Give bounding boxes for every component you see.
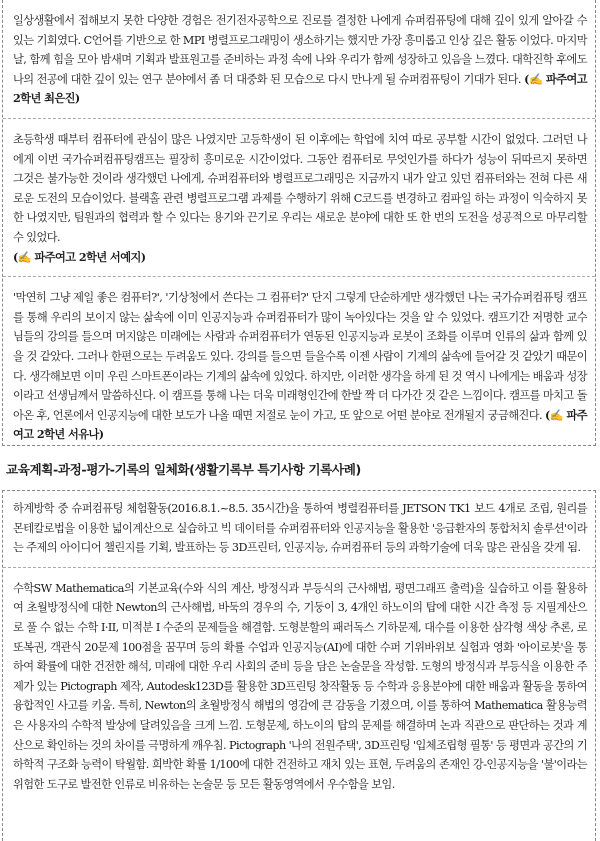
record-examples-box	[2, 490, 596, 841]
divider	[3, 276, 595, 277]
reflection-1	[13, 0, 587, 109]
divider	[3, 118, 595, 119]
student-reflections-box	[2, 0, 596, 446]
reflection-3	[13, 288, 587, 445]
section-heading: 교육계획-과정-평가-기록의 일체화(생활기록부 특기사항 기록사례)	[6, 462, 361, 477]
reflection-3-text: '막연히 그냥 제일 좋은 컴퓨터?', '기상청에서 쓴다는 그 컴퓨터?' 단지 그렇게 단순하게만 생각했던 나는 국가슈퍼컴퓨팅 캠프를 통해 우리의 보이지 않는 삶속에 이미 인공지능과 슈퍼컴퓨터가 많이 녹아있다는 것을 알 수 있었다. 캠프기간 저명한 교수님들의 강의를 들으며 머지않은 미래에는 사람과 슈퍼컴퓨터가 연동된 인공지능과 로봇이 조화를 이루며 인류의 삶과 함께 있을 것 같았다. 그러나 한편으로는 두려움도 있다. 강의를 들으면 들을수록 이젠 사람이 기계의 삶속에 들어갈 것 같았기 때문이다. 생각해보면 이미 우린 스마트폰이라는 기계의 삶속에 있었다. 하지만, 이러한 생각을 하게 된 것 역시 나에게는 배움과 성장이라고 선생님께서 말씀하신다. 이 캠프를 통해 나는 더욱 미래형인간에 한발 짝 더 다가간 것 같은 느낌이다. 캠프를 마치고 돌아온 후, 언론에서 인공지능에 대한 보도가 나올 때면 저절로 눈이 가고, 또 앞으로 어떤 분야로 전개될지 궁금해진다.	[13, 291, 587, 422]
reflection-2-text: 초등학생 때부터 컴퓨터에 관심이 많은 나였지만 고등학생이 된 이후에는 학업에 치여 따로 공부할 시간이 없었다. 그러던 나에게 이번 국가슈퍼컴퓨팅캠프는 필장히 흥미로운 시간이었다. 그동안 컴퓨터로 무엇인가를 하다가 성능이 뒤따르지 못하면 그것은 불가능한 것이라 생각했던 나에게, 슈퍼컴퓨터와 병렬프로그래밍은 지금까지 내가 알고 있던 컴퓨터와는 전혀 다른 새로운 도전의 모습이었다. 블랙홀 관련 병렬프로그램 과제를 수행하기 위해 C코드를 변경하고 컴파일 하는 과정이 익숙하지 못한 나였지만, 팀원과의 협력과 할 수 있다는 용기와 끈기로 우리는 새로운 분야에 대한 또 한 번의 도전을 성공적으로 마무리할 수 있었다.	[13, 132, 587, 244]
record-entry-1: 하계방학 중 슈퍼컴퓨팅 체험활동(2016.8.1.~8.5. 35시간)을 통하여 병렬컴퓨터를 JETSON TK1 보드 4개로 조립, 원리를 몬테칼로법을 이용한 넓이계산으로 실습하고 빅 데이터를 슈퍼컴퓨터와 인공지능을 활용한 '응급환자의 통합처치 솔루션'이라는 주제의 아이디어 챌린지를 기획, 발표하는 등 3D프린터, 인공지능, 슈퍼컴퓨터 등의 과학기술에 더욱 많은 관심을 갖게 됨.	[13, 502, 587, 555]
record-entry-2: 수학SW Mathematica의 기본교육(수와 식의 계산, 방정식과 부등식의 근사해법, 평면그래프 출력)을 실습하고 이를 활용하여 초월방정식에 대한 Newton의 근사해법, 바둑의 경우의 수, 기둥이 3, 4개인 하노이의 탑에 대한 시간 측정 등 지필계산으로 풀 수 없는 수학 I·II, 미적분 I 수준의 문제들을 해결함. 도형분할의 패러독스 기하문제, 대수를 이용한 삼각형 색상 추론, 로또복권, 객관식 20문제 100점을 꿈꾸며 등의 확률 수업과 인공지능(AI)에 대한 수퍼 기위바위보 실험과 영화 '아이로봇'을 통하여 확률에 대한 건전한 해석, 미래에 대한 우리 사회의 준비 등을 담은 논술문을 작성함. 도형의 방정식과 부등식을 이용한 주제가 있는 Pictograph 제작, Autodesk123D를 활용한 3D프린팅 창작활동 등 수학과 응용분야에 대한 배움과 활동을 통하여 융합적인 사고를 키움. 특히, Newton의 초월방정식 해법의 영감에 큰 감동을 기졌으며, 이를 통하여 Mathematica 활용능력은 사용자의 수학적 발상에 달려있음을 크게 느낌. 도형문제, 하노이의 탑의 문제를 해결하며 논과 직관으로 판단하는 것과 계산으로 확인하는 것의 차이를 극명하게 깨우침. Pictograph '나의 전원주택', 3D프린팅 '입체조립형 필통' 등 평면과 공간의 기하학적 구조화 능력이 탁월함. 희박한 확률 1/100에 대한 건전하고 재치 있는 표현, 두려움의 존재인 강-인공지능을 '불'이라는 위험한 도구로 발전한 인류로 비유하는 논술문 등 모든 활동영역에서 우수함을 보임.	[13, 581, 587, 791]
divider	[3, 567, 595, 568]
reflection-2	[13, 130, 587, 267]
reflection-2-signature: (✍ 파주여고 2학년 서예지)	[13, 249, 146, 264]
reflection-3-signature: (✍ 파주여고 2학년 서유나)	[13, 407, 588, 442]
reflection-1-signature: (✍ 파주여고 2학년 최은진)	[13, 71, 587, 106]
reflection-1-text: 일상생활에서 접해보지 못한 다양한 경험은 전기전자공학으로 진로를 결정한 나에게 슈퍼컴퓨팅에 대해 깊이 있게 알아갈 수 있는 기회였다. C언어를 기반으로 한 MPI 병렬프로그래밍이 생소하기는 했지만 가장 흥미롭고 인상 깊은 활동 이었다. 마지막 날, 함께 힘을 모아 밤새며 기획과 발표원고를 준비하는 과정 속에 나와 우리가 함께 성장하고 있음을 느꼈다. 대학진학 후에도 나의 전공에 대한 깊이 있는 연구 분야에서 좀 더 대중화 된 모습으로 다시 만나게 될 슈퍼컴퓨팅이 기대가 된다.	[13, 14, 587, 86]
